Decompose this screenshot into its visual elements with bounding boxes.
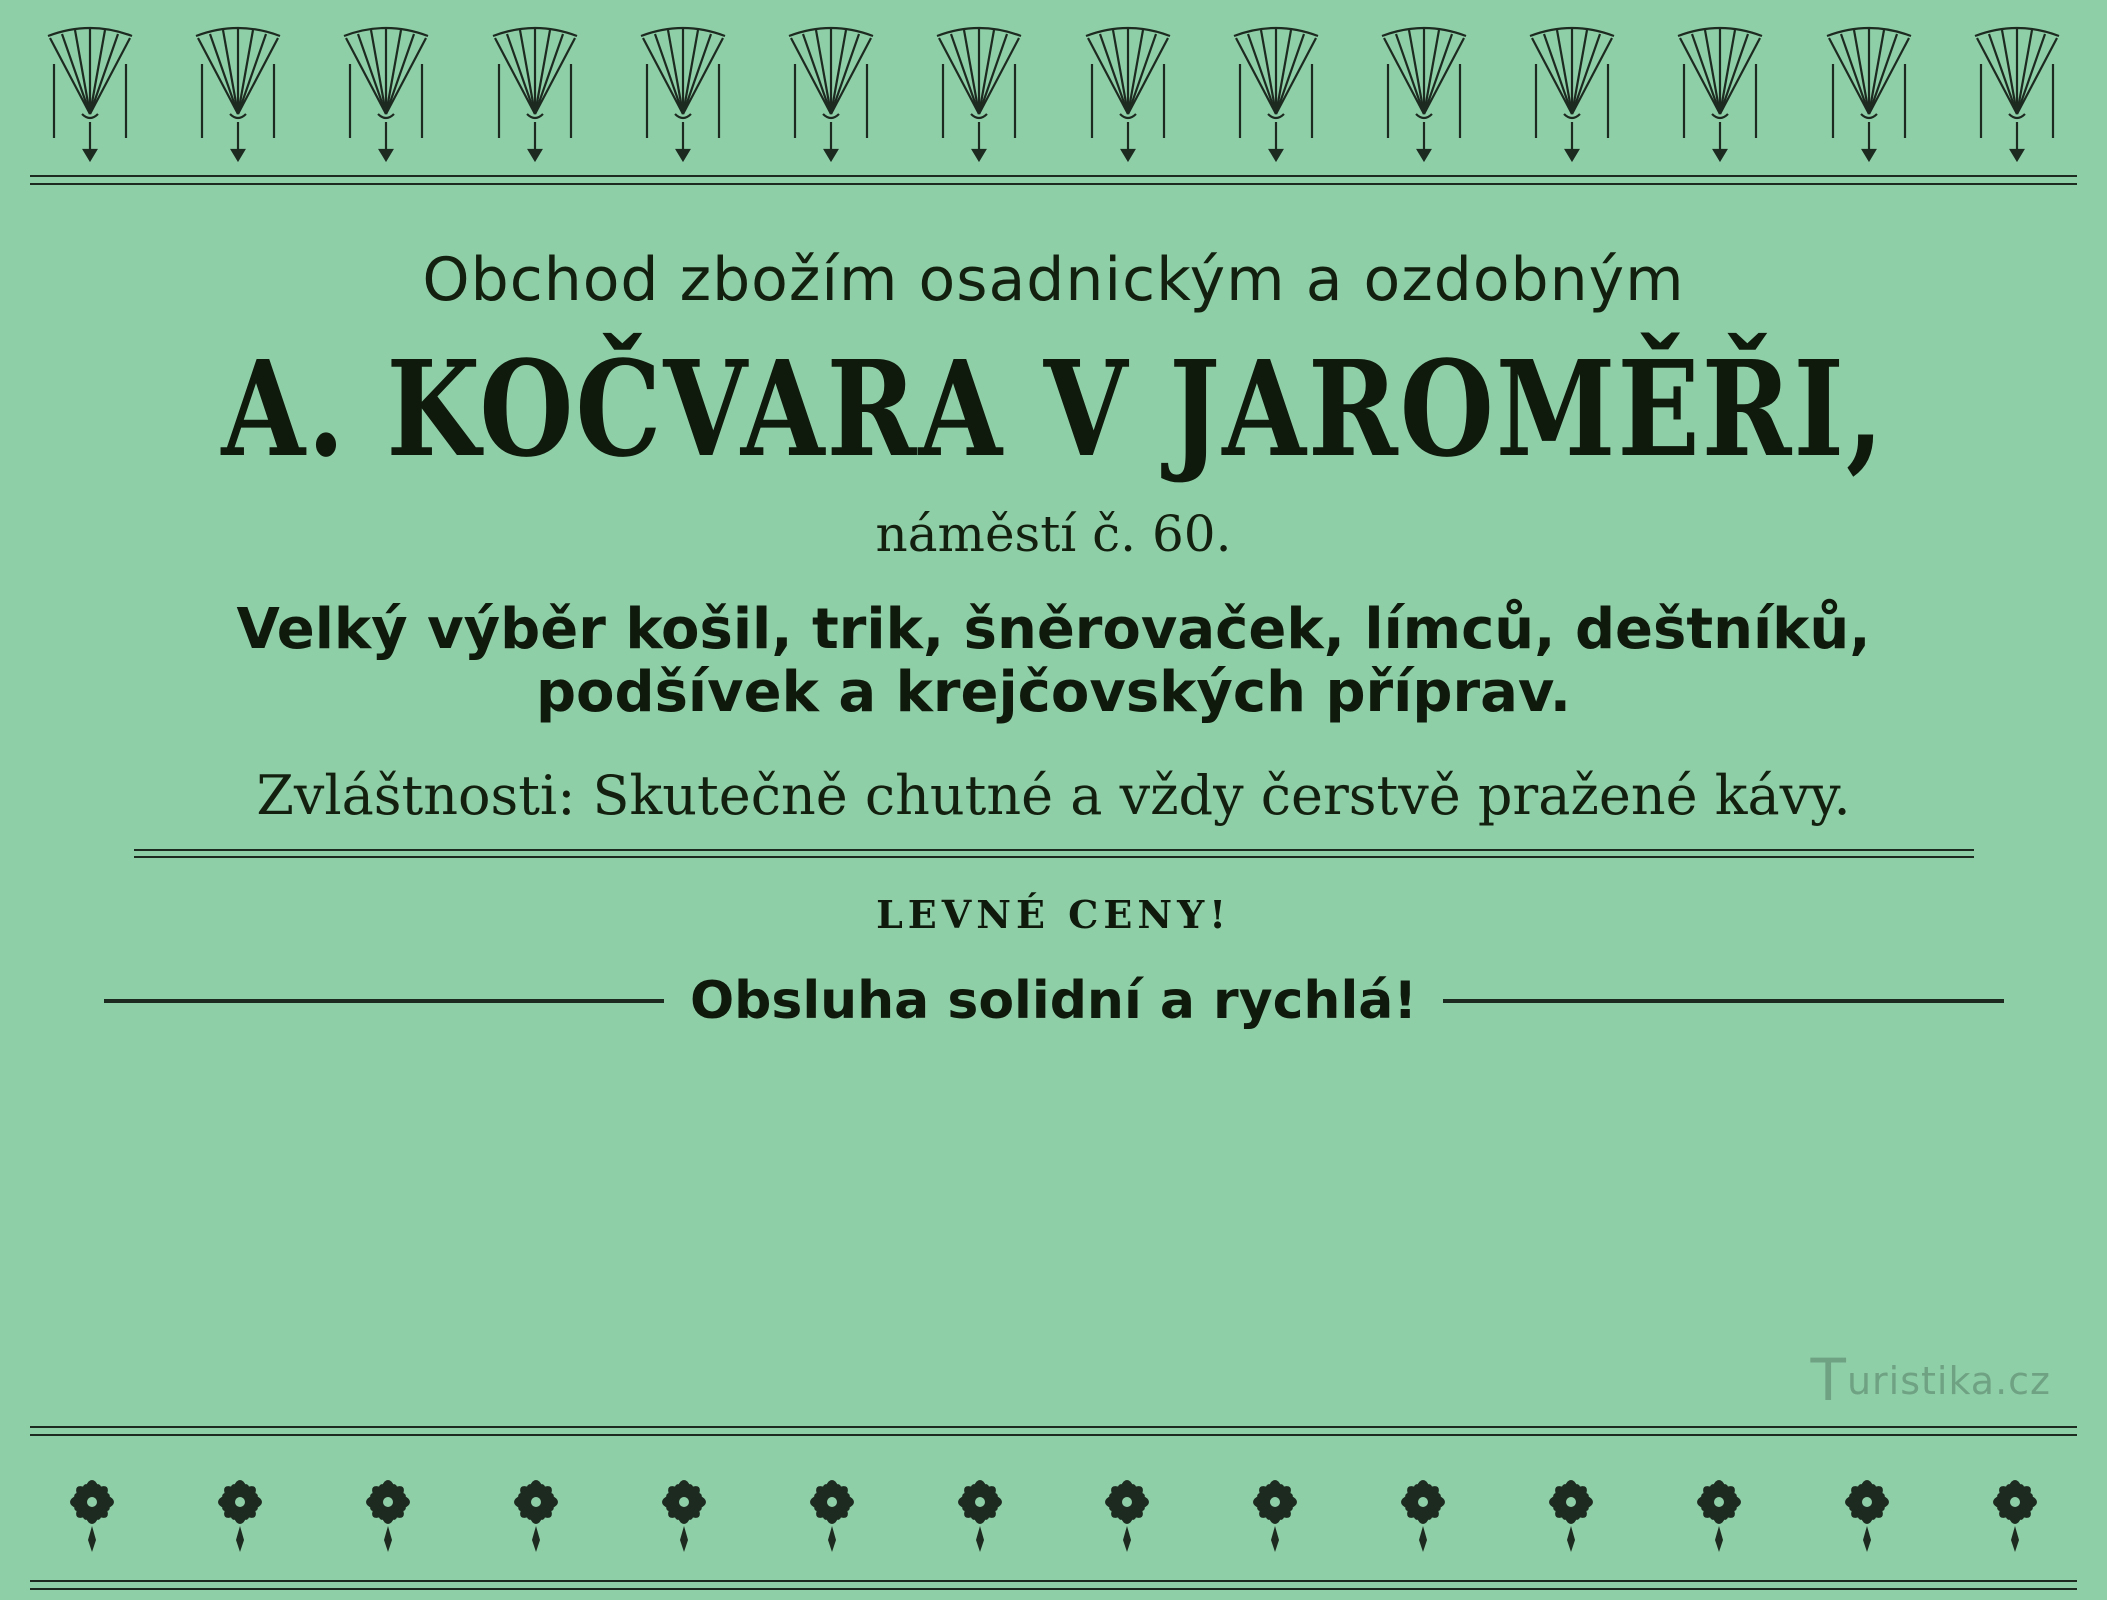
rosette-floral-icon <box>44 1456 140 1566</box>
goods-line-1: Velký výběr košil, trik, šněrovaček, límců, deštníků, <box>236 597 1871 662</box>
fan-palmette-icon <box>1819 18 1919 168</box>
rosette-floral-icon <box>1079 1456 1175 1566</box>
business-name: A. KOČVARA V JAROMĚŘI, <box>221 333 1886 487</box>
bottom-divider-rule-bottom <box>30 1580 2077 1594</box>
top-divider-rule <box>30 175 2077 189</box>
top-ornament-band <box>0 0 2107 175</box>
ad-text-block <box>0 189 2107 1426</box>
specialty-line: Zvláštnosti: Skutečně chutné a vždy čerstvě pražené kávy. <box>256 764 1851 828</box>
rosette-floral-icon <box>488 1456 584 1566</box>
rosette-floral-icon <box>1819 1456 1915 1566</box>
right-dash-rule <box>1443 999 2003 1003</box>
fan-palmette-icon <box>1522 18 1622 168</box>
fan-palmette-icon <box>485 18 585 168</box>
fan-palmette-icon <box>1374 18 1474 168</box>
fan-palmette-icon <box>188 18 288 168</box>
prices-slogan: LEVNÉ CENY! <box>876 892 1231 938</box>
rosette-floral-icon <box>1967 1456 2063 1566</box>
rosette-floral-icon <box>340 1456 436 1566</box>
service-slogan: Obsluha solidní a rychlá! <box>689 971 1418 1032</box>
bottom-band <box>0 1426 2107 1600</box>
fan-palmette-icon <box>1670 18 1770 168</box>
watermark-text: uristika.cz <box>1846 1359 2051 1403</box>
rosette-floral-icon <box>1523 1456 1619 1566</box>
rosette-floral-icon <box>192 1456 288 1566</box>
business-address: náměstí č. 60. <box>875 505 1232 563</box>
service-slogan-row <box>104 971 2004 1031</box>
left-dash-rule <box>104 999 664 1003</box>
rosette-floral-icon <box>1671 1456 1767 1566</box>
rosette-floral-icon <box>636 1456 732 1566</box>
rosette-floral-icon <box>784 1456 880 1566</box>
fan-palmette-icon <box>1967 18 2067 168</box>
ad-subtitle: Obchod zbožím osadnickým a ozdobným <box>422 245 1685 315</box>
goods-line-2: podšívek a krejčovských příprav. <box>535 659 1572 725</box>
fan-palmette-icon <box>781 18 881 168</box>
fan-palmette-icon <box>1226 18 1326 168</box>
bottom-ornament-band <box>0 1440 2107 1580</box>
goods-description <box>236 599 1870 724</box>
watermark-prefix: T <box>1810 1346 1847 1414</box>
rosette-floral-icon <box>1227 1456 1323 1566</box>
fan-palmette-icon <box>336 18 436 168</box>
fan-palmette-icon <box>1078 18 1178 168</box>
fan-palmette-icon <box>929 18 1029 168</box>
bottom-divider-rule-top <box>30 1426 2077 1440</box>
fan-palmette-icon <box>633 18 733 168</box>
fan-palmette-icon <box>40 18 140 168</box>
rosette-floral-icon <box>932 1456 1028 1566</box>
rosette-floral-icon <box>1375 1456 1471 1566</box>
specialty-divider-rule <box>134 849 1974 860</box>
